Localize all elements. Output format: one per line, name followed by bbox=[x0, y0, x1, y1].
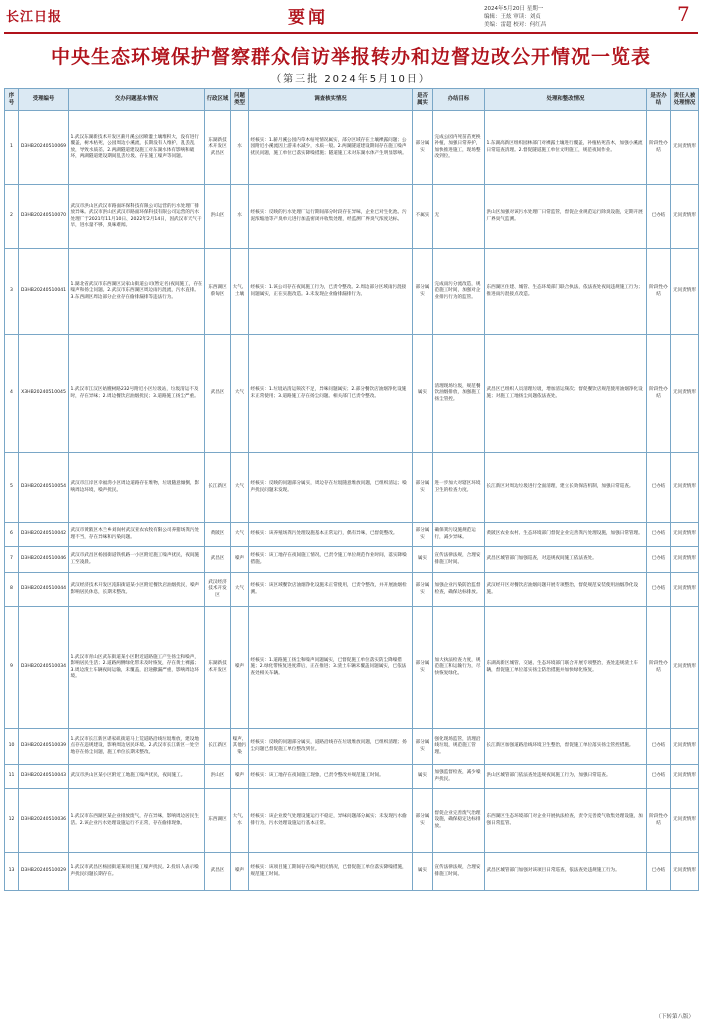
cell-handling: 长江新区加强道路沿线环境卫生整治，督促施工单位落实扬尘管控措施。 bbox=[485, 729, 647, 765]
table-row bbox=[5, 573, 699, 607]
section-title: 要闻 bbox=[288, 8, 328, 28]
cell-code: D3HB20240510069 bbox=[19, 111, 69, 185]
cell-finding: 经核实：反映的污水处理厂运行期间部分时段存在异味，企业已对生化池、污泥浓缩池等产臭单元进行加盖密闭并收集处理，经监测厂界臭气浓度达标。 bbox=[249, 185, 413, 249]
cell-no: 8 bbox=[5, 573, 19, 607]
cell-type: 大气、水 bbox=[231, 789, 249, 853]
header-deadline: 办结目标 bbox=[433, 89, 485, 111]
cell-accountability: 无问责情形 bbox=[671, 335, 699, 453]
header-accountability: 责任人被处理情况 bbox=[671, 89, 699, 111]
cell-code: D3HB20240510043 bbox=[19, 765, 69, 789]
cell-verdict: 属实 bbox=[413, 765, 433, 789]
page-headline: 中央生态环境保护督察群众信访举报转办和边督边改公开情况一览表 bbox=[50, 46, 651, 68]
header-code: 受理编号 bbox=[19, 89, 69, 111]
cell-no: 11 bbox=[5, 765, 19, 789]
cell-deadline: 宣传法律法规，合理安排施工时间。 bbox=[433, 853, 485, 891]
cell-district: 洪山区 bbox=[205, 185, 231, 249]
cell-deadline: 清理现场垃圾，规范餐饮油烟排放，加强施工扬尘管控。 bbox=[433, 335, 485, 453]
cell-verdict: 部分属实 bbox=[413, 523, 433, 547]
cell-status: 阶段性办结 bbox=[647, 111, 671, 185]
header-no: 序号 bbox=[5, 89, 19, 111]
cell-deadline: 确保粪污设施规范运行，减少异味。 bbox=[433, 523, 485, 547]
cell-code: D3HB20240510034 bbox=[19, 607, 69, 729]
cell-content: 武汉经济技术开发区沌阳街道某小区附近餐饮店油烟扰民，噪声影响居民休息，长期未整改。 bbox=[69, 573, 205, 607]
cell-finding: 经核实：反映的问题部分属实，道路沿线存在垃圾堆放问题，已组织清理；扬尘问题已督促施工单位整改到位。 bbox=[249, 729, 413, 765]
table-row bbox=[5, 607, 699, 729]
cell-finding: 经核实：该工地存在夜间施工现象，已责令整改并规范施工时间。 bbox=[249, 765, 413, 789]
cell-accountability: 无问责情形 bbox=[671, 607, 699, 729]
cell-content: 1.武汉市武昌区杨园街道某项目施工噪声扰民。2.投诉人表示噪声扰民问题长期存在。 bbox=[69, 853, 205, 891]
cell-code: X3HB20240510045 bbox=[19, 335, 69, 453]
table-row bbox=[5, 547, 699, 573]
cell-status: 已办结 bbox=[647, 523, 671, 547]
cell-accountability: 无问责情形 bbox=[671, 729, 699, 765]
cell-status: 阶段性办结 bbox=[647, 607, 671, 729]
cell-finding: 经核实：1.道路施工扬尘和噪声问题属实，已督促施工单位落实防尘降噪措施；2.绿化带恢复进度滞后，正在推进；3.渣土车辆未覆盖问题属实，已依法查处相关车辆。 bbox=[249, 607, 413, 729]
cell-district: 东湖新技术开发区 bbox=[205, 607, 231, 729]
cell-status: 已办结 bbox=[647, 765, 671, 789]
cell-no: 10 bbox=[5, 729, 19, 765]
newspaper-logo: 长江日报 bbox=[6, 10, 63, 25]
cell-code: D3HB20240510042 bbox=[19, 523, 69, 547]
cell-handling: 东湖高新区城管、交通、生态环境部门联合开展专项整治，查处违规渣土车辆，督促施工单位落实扬尘防治措施并加快绿化恢复。 bbox=[485, 607, 647, 729]
cell-district: 东西湖区 bbox=[205, 789, 231, 853]
header-type: 问题类型 bbox=[231, 89, 249, 111]
table-row bbox=[5, 185, 699, 249]
cell-finding: 经核实：1.薪月溪公园内草木枯死情况属实，部分区域存在土壤裸露问题；公园附近小溪流因上游来水减少，水质一般。2.两湖隧道建设期间存在施工噪声扰民问题，施工单位已落实降噪措施；隧道施工未对东湖水体产生明显影响。 bbox=[249, 111, 413, 185]
table-body bbox=[5, 111, 699, 891]
cell-accountability: 无问责情形 bbox=[671, 573, 699, 607]
cell-handling: 洪山区城管部门依法查处违规夜间施工行为，加强日常巡查。 bbox=[485, 765, 647, 789]
header-handling: 处理和整改情况 bbox=[485, 89, 647, 111]
cell-district: 洪山区 bbox=[205, 765, 231, 789]
header-finding: 调查核实情况 bbox=[249, 89, 413, 111]
cell-verdict: 部分属实 bbox=[413, 729, 433, 765]
cell-deadline: 加强监督检查，减少噪声扰民。 bbox=[433, 765, 485, 789]
cell-type: 噪声 bbox=[231, 765, 249, 789]
cell-content: 武汉市黄陂区木兰乡刘岗村武汉亚农农牧有限公司养猪场粪污处理不当，存在异味和污染问题。 bbox=[69, 523, 205, 547]
table-row bbox=[5, 111, 699, 185]
cell-status: 已办结 bbox=[647, 185, 671, 249]
cell-type: 大气 bbox=[231, 573, 249, 607]
complaints-table bbox=[4, 88, 699, 891]
cell-deadline: 完成公园内死苗苗更换补植，加强日常养护，加快推进施工，现场整改到位。 bbox=[433, 111, 485, 185]
cell-type: 大气、土壤 bbox=[231, 249, 249, 335]
table-row bbox=[5, 523, 699, 547]
cell-content: 武汉市洪山区某小区附近工地施工噪声扰民，夜间施工。 bbox=[69, 765, 205, 789]
cell-status: 已办结 bbox=[647, 729, 671, 765]
cell-handling: 武昌区城管部门加强对该项目日常巡查，依法查处违规施工行为。 bbox=[485, 853, 647, 891]
table-row bbox=[5, 789, 699, 853]
cell-finding: 经核实：1.垃圾站清运频次不足，异味问题属实；2.部分餐饮店油烟净化设施未正常使用；3.道路施工存在扬尘问题。相关部门已责令整改。 bbox=[249, 335, 413, 453]
cell-accountability: 无问责情形 bbox=[671, 765, 699, 789]
cell-code: D3HB20240510046 bbox=[19, 547, 69, 573]
cell-no: 12 bbox=[5, 789, 19, 853]
cell-finding: 经核实：1.该公司存在夜间施工行为，已责令整改。2.周边部分区域雨污混接问题属实，正在实施改造。3.未发现企业偷排漏排行为。 bbox=[249, 249, 413, 335]
cell-accountability: 无问责情形 bbox=[671, 789, 699, 853]
cell-no: 4 bbox=[5, 335, 19, 453]
header-district: 行政区域 bbox=[205, 89, 231, 111]
cell-status: 已办结 bbox=[647, 853, 671, 891]
cell-deadline: 进一步加大对辖区环境卫生的检查力度。 bbox=[433, 453, 485, 523]
masthead-rule bbox=[4, 32, 698, 34]
cell-accountability: 无问责情形 bbox=[671, 523, 699, 547]
cell-accountability: 无问责情形 bbox=[671, 853, 699, 891]
cell-finding: 经核实：该区域餐饮店油烟净化设施未正常使用，已责令整改，并开展油烟检测。 bbox=[249, 573, 413, 607]
cell-code: D3HB20240510054 bbox=[19, 453, 69, 523]
cell-deadline: 督促企业完善废气治理设施，确保稳定达标排放。 bbox=[433, 789, 485, 853]
cell-code: D3HB20240510029 bbox=[19, 853, 69, 891]
cell-accountability: 无问责情形 bbox=[671, 111, 699, 185]
cell-handling: 东西湖区生态环境部门对企业开展执法检查，责令完善废气收集处理设施，加强日常监管。 bbox=[485, 789, 647, 853]
cell-verdict: 部分属实 bbox=[413, 607, 433, 729]
cell-verdict: 部分属实 bbox=[413, 249, 433, 335]
cell-district: 东湖新技术开发区武昌区 bbox=[205, 111, 231, 185]
cell-type: 大气 bbox=[231, 523, 249, 547]
cell-district: 武昌区 bbox=[205, 547, 231, 573]
date-line: 2024年5月20日 星期一 bbox=[484, 6, 544, 12]
cell-district: 长江新区 bbox=[205, 729, 231, 765]
cell-deadline: 无 bbox=[433, 185, 485, 249]
cell-verdict: 部分属实 bbox=[413, 111, 433, 185]
cell-code: D3HB20240510070 bbox=[19, 185, 69, 249]
cell-content: 1.湖北省武汉市东西湖区吴家山街道公司(暂定名)夜间施工，存在噪声和扬尘问题。2.武汉市东西湖区周边雨污混流，污水直排。3.东西湖区周边部分企业存在偷排漏排等违法行为。 bbox=[69, 249, 205, 335]
cell-code: D3HB20240510039 bbox=[19, 729, 69, 765]
cell-no: 7 bbox=[5, 547, 19, 573]
cell-content: 1.武汉市江汉区姑嫂树路232号附近小区垃圾站，垃圾清运不及时，存在异味；2.周边餐饮店油烟扰民；3.道路施工扬尘严重。 bbox=[69, 335, 205, 453]
cell-district: 武汉经济技术开发区 bbox=[205, 573, 231, 607]
cell-verdict: 属实 bbox=[413, 547, 433, 573]
cell-accountability: 无问责情形 bbox=[671, 453, 699, 523]
cell-handling: 洪山区加强对该污水处理厂日常监管，督促企业规范运行除臭设施，定期开展厂界臭气监测。 bbox=[485, 185, 647, 249]
design-line: 美编：雷超 校对：何红昌 bbox=[484, 22, 547, 28]
cell-deadline: 宣传法律法规，合理安排施工时间。 bbox=[433, 547, 485, 573]
cell-deadline: 完成雨污分流改造，规范施工时间，加强对企业排污行为的监管。 bbox=[433, 249, 485, 335]
cell-content: 1.武汉市东西湖区某企业排放废气，存在异味，影响周边居民生活。2.该企业污水处理设施运行不正常，存在偷排现象。 bbox=[69, 789, 205, 853]
cell-status: 已办结 bbox=[647, 453, 671, 523]
cell-type: 噪声 bbox=[231, 547, 249, 573]
cell-verdict: 不属实 bbox=[413, 185, 433, 249]
cell-status: 阶段性办结 bbox=[647, 249, 671, 335]
cell-finding: 经核实：该企业废气处理设施运行不稳定，异味问题部分属实；未发现污水偷排行为，污水处理设施运行基本正常。 bbox=[249, 789, 413, 853]
cell-type: 噪声、其他污染 bbox=[231, 729, 249, 765]
cell-accountability: 无问责情形 bbox=[671, 249, 699, 335]
cell-finding: 经核实：反映的问题部分属实，周边存在垃圾随意堆放问题，已组织清运；噪声扰民问题未发现。 bbox=[249, 453, 413, 523]
cell-status: 已办结 bbox=[647, 547, 671, 573]
cell-status: 阶段性办结 bbox=[647, 335, 671, 453]
editors-line: 编辑：王炫 审读：刘贞 bbox=[484, 14, 541, 20]
table-row bbox=[5, 729, 699, 765]
continued-note: （下转第八版） bbox=[655, 1014, 694, 1020]
masthead bbox=[0, 0, 702, 36]
cell-no: 2 bbox=[5, 185, 19, 249]
table-row bbox=[5, 335, 699, 453]
cell-no: 5 bbox=[5, 453, 19, 523]
cell-content: 武汉市江岸区幸福湾小区周边道路存在堆物，垃圾随意倾倒，影响周边环境，噪声扰民。 bbox=[69, 453, 205, 523]
cell-finding: 经核实：该工地存在夜间施工情况，已责令施工单位规范作业时间，落实降噪措施。 bbox=[249, 547, 413, 573]
cell-accountability: 无问责情形 bbox=[671, 185, 699, 249]
cell-verdict: 部分属实 bbox=[413, 453, 433, 523]
cell-type: 大气 bbox=[231, 453, 249, 523]
cell-content: 1.武汉市青山区武东街道某小区附近道路施工产生扬尘和噪声，影响居民生活；2.道路两侧绿化带未及时恢复，存在黄土裸露；3.周边渣土车辆夜间运输，未覆盖，沿途撒漏严重，影响周边环境。 bbox=[69, 607, 205, 729]
cell-district: 东西湖区蔡甸区 bbox=[205, 249, 231, 335]
table-header-row bbox=[5, 89, 699, 111]
cell-content: 武汉市武昌区杨园街道铁机路一小区附近施工噪声扰民，夜间施工至凌晨。 bbox=[69, 547, 205, 573]
cell-verdict: 部分属实 bbox=[413, 789, 433, 853]
cell-deadline: 加强企业污染防治监督检查，确保达标排放。 bbox=[433, 573, 485, 607]
cell-status: 已办结 bbox=[647, 573, 671, 607]
cell-type: 大气 bbox=[231, 335, 249, 453]
cell-content: 1.武汉市长江新区谌家矶街道马上荒道路沿线垃圾堆放，建设地点存在违规建设，影响周边居民环境。2.武汉市长江新区一处空地存在扬尘问题，施工单位长期未整改。 bbox=[69, 729, 205, 765]
page-subhead: （第三批 2024年5月10日） bbox=[271, 74, 431, 85]
cell-handling: 1.东湖高新区组织园林部门对裸露土壤进行覆盖，补植枯死苗木，加强小溪流日常巡查清理。2.督促隧道施工单位文明施工，规范夜间作业。 bbox=[485, 111, 647, 185]
cell-district: 黄陂区 bbox=[205, 523, 231, 547]
cell-code: D3HB20240510041 bbox=[19, 249, 69, 335]
table-row bbox=[5, 765, 699, 789]
cell-no: 13 bbox=[5, 853, 19, 891]
cell-district: 武昌区 bbox=[205, 853, 231, 891]
cell-type: 水 bbox=[231, 111, 249, 185]
cell-code: D3HB20240510036 bbox=[19, 789, 69, 853]
cell-deadline: 强化现场监管，清理沿线垃圾，规范施工管理。 bbox=[433, 729, 485, 765]
header-verdict: 是否属实 bbox=[413, 89, 433, 111]
cell-verdict: 属实 bbox=[413, 853, 433, 891]
cell-content: 武汉市洪山区武汉市路面环保科技有限公司运营的污水处理厂排放异味。武汉市洪山区武汉市路面环保科技有限公司运营的污水处理厂于2021年11月10日、2022年2月14日，因武汉市天气干旱，进水量不够，臭味难闻。 bbox=[69, 185, 205, 249]
cell-district: 武昌区 bbox=[205, 335, 231, 453]
cell-deadline: 加大执法检查力度，规范施工和运输行为，尽快恢复绿化。 bbox=[433, 607, 485, 729]
table-row bbox=[5, 249, 699, 335]
cell-no: 9 bbox=[5, 607, 19, 729]
cell-type: 噪声 bbox=[231, 853, 249, 891]
cell-finding: 经核实：该项目施工期间存在噪声扰民情况，已督促施工单位落实降噪措施，规范施工时间。 bbox=[249, 853, 413, 891]
cell-handling: 黄陂区农业农村、生态环境部门督促企业完善粪污处理设施，加强日常管理。 bbox=[485, 523, 647, 547]
cell-handling: 长江新区对周边垃圾进行全面清理，建立长效保洁机制，加强日常巡查。 bbox=[485, 453, 647, 523]
cell-no: 3 bbox=[5, 249, 19, 335]
cell-no: 6 bbox=[5, 523, 19, 547]
header-content: 交办问题基本情况 bbox=[69, 89, 205, 111]
cell-type: 噪声 bbox=[231, 607, 249, 729]
table-row bbox=[5, 853, 699, 891]
cell-handling: 武昌区城管部门加强巡查，对违规夜间施工依法查处。 bbox=[485, 547, 647, 573]
cell-finding: 经核实：该养殖场粪污处理设施基本正常运行，偶有异味，已督促整改。 bbox=[249, 523, 413, 547]
cell-code: D3HB20240510044 bbox=[19, 573, 69, 607]
cell-handling: 东西湖区住建、城管、生态环境部门联合执法，依法查处夜间违规施工行为；推进雨污混接点改造。 bbox=[485, 249, 647, 335]
cell-handling: 武汉经开区对餐饮店油烟问题开展专项整治，督促规范安装使用油烟净化设施。 bbox=[485, 573, 647, 607]
cell-district: 长江新区 bbox=[205, 453, 231, 523]
edition-meta bbox=[484, 5, 546, 29]
header-status: 是否办结 bbox=[647, 89, 671, 111]
cell-type: 水 bbox=[231, 185, 249, 249]
cell-handling: 武昌区已组织人员清理垃圾，增加清运频次；督促餐饮店规范使用油烟净化设施；对施工工地扬尘问题依法查处。 bbox=[485, 335, 647, 453]
cell-verdict: 属实 bbox=[413, 335, 433, 453]
cell-status: 阶段性办结 bbox=[647, 789, 671, 853]
table-row bbox=[5, 453, 699, 523]
page-number: 7 bbox=[677, 2, 690, 26]
cell-accountability: 无问责情形 bbox=[671, 547, 699, 573]
cell-verdict: 部分属实 bbox=[413, 573, 433, 607]
cell-content: 1.武汉东湖新技术开发区薪月溪公园喷灌土壤堆积大，没有进行覆盖，树木枯死，公园周边小溪流，长期没有人维护，乱丢乱放，导致水质差。2.两湖隧道建设施工对东湖水体有影响和破坏，两湖隧道建设期间乱丢垃圾、存在施工噪声等问题。 bbox=[69, 111, 205, 185]
cell-no: 1 bbox=[5, 111, 19, 185]
